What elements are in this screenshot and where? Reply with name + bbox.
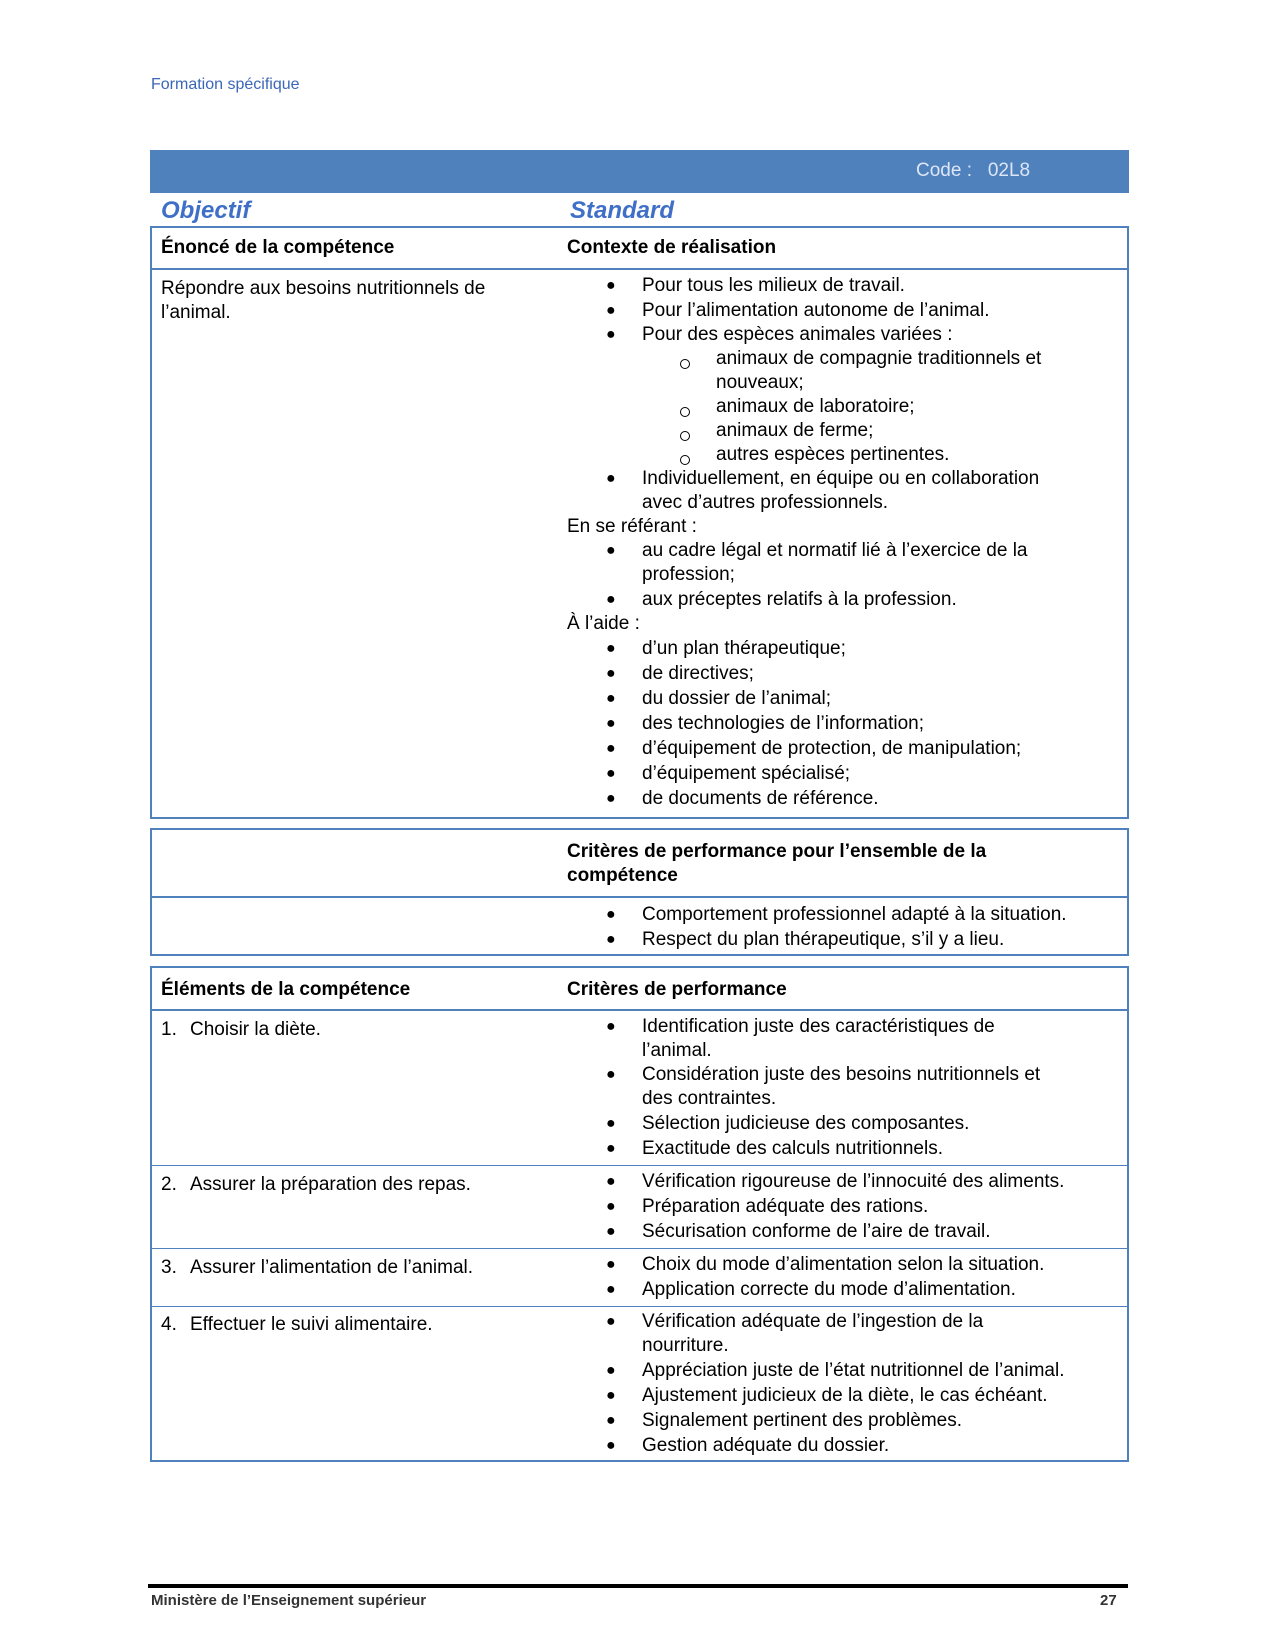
context-item: de directives;	[642, 663, 754, 684]
context-item: de documents de référence.	[642, 788, 879, 809]
element-number: 3.	[161, 1257, 177, 1278]
performance-criterion: Appréciation juste de l’état nutritionnel de l’animal.	[642, 1360, 1065, 1381]
bullet-icon: ●	[606, 1018, 616, 1035]
bullet-icon: ●	[606, 302, 616, 319]
performance-criterion: des contraintes.	[642, 1088, 777, 1109]
context-item: Pour des espèces animales variées :	[642, 324, 953, 345]
performance-criterion: Exactitude des calculs nutritionnels.	[642, 1138, 943, 1159]
element-label: Assurer l’alimentation de l’animal.	[190, 1257, 474, 1278]
reference-intro: En se référant :	[567, 516, 697, 537]
table-divider	[150, 896, 1129, 898]
element-label: Choisir la diète.	[190, 1019, 321, 1040]
bullet-icon: ●	[606, 1256, 616, 1273]
context-item: des technologies de l’information;	[642, 713, 925, 734]
context-item: Pour tous les milieux de travail.	[642, 275, 905, 296]
bullet-icon: ●	[606, 790, 616, 807]
code-bar	[150, 150, 1129, 193]
competence-statement: Répondre aux besoins nutritionnels de	[161, 278, 486, 299]
sub-bullet-icon	[680, 359, 690, 369]
performance-criterion: Sélection judicieuse des composantes.	[642, 1113, 970, 1134]
context-subitem: autres espèces pertinentes.	[716, 444, 950, 465]
bullet-icon: ●	[606, 470, 616, 487]
sub-bullet-icon	[680, 455, 690, 465]
bullet-icon: ●	[606, 740, 616, 757]
criteria-heading: Critères de performance	[567, 979, 787, 1000]
element-number: 1.	[161, 1019, 177, 1040]
context-item: Pour l’alimentation autonome de l’animal.	[642, 300, 990, 321]
context-item: avec d’autres professionnels.	[642, 492, 889, 513]
performance-criterion: Vérification rigoureuse de l’innocuité des aliments.	[642, 1171, 1065, 1192]
objective-title: Objectif	[161, 197, 251, 224]
bullet-icon: ●	[606, 765, 616, 782]
overall-criterion: Comportement professionnel adapté à la situation.	[642, 904, 1067, 925]
performance-criterion: Ajustement judicieux de la diète, le cas échéant.	[642, 1385, 1048, 1406]
context-item: d’un plan thérapeutique;	[642, 638, 846, 659]
table-divider	[150, 268, 1129, 270]
element-label: Assurer la préparation des repas.	[190, 1174, 471, 1195]
sub-bullet-icon	[680, 407, 690, 417]
table-divider	[150, 1009, 1129, 1011]
bullet-icon: ●	[606, 1362, 616, 1379]
elements-heading: Éléments de la compétence	[161, 979, 411, 1000]
row-divider	[150, 1165, 1129, 1166]
element-number: 2.	[161, 1174, 177, 1195]
element-number: 4.	[161, 1314, 177, 1335]
bullet-icon: ●	[606, 1066, 616, 1083]
context-item: aux préceptes relatifs à la profession.	[642, 589, 957, 610]
context-subitem: nouveaux;	[716, 372, 804, 393]
performance-criterion: Préparation adéquate des rations.	[642, 1196, 929, 1217]
performance-criterion: Application correcte du mode d’alimentation.	[642, 1279, 1016, 1300]
bullet-icon: ●	[606, 591, 616, 608]
bullet-icon: ●	[606, 1173, 616, 1190]
sub-bullet-icon	[680, 431, 690, 441]
bullet-icon: ●	[606, 1437, 616, 1454]
performance-criterion: Gestion adéquate du dossier.	[642, 1435, 890, 1456]
competency-code: Code : 02L8	[916, 160, 1031, 181]
bullet-icon: ●	[606, 1140, 616, 1157]
row-divider	[150, 1306, 1129, 1307]
page-number: 27	[1100, 1592, 1117, 1609]
bullet-icon: ●	[606, 326, 616, 343]
overall-criteria-heading: Critères de performance pour l’ensemble de la	[567, 841, 987, 862]
bullet-icon: ●	[606, 931, 616, 948]
context-item: Individuellement, en équipe ou en collaboration	[642, 468, 1040, 489]
bullet-icon: ●	[606, 665, 616, 682]
bullet-icon: ●	[606, 640, 616, 657]
performance-criterion: nourriture.	[642, 1335, 729, 1356]
bullet-icon: ●	[606, 906, 616, 923]
context-item: profession;	[642, 564, 735, 585]
bullet-icon: ●	[606, 1412, 616, 1429]
standard-title: Standard	[570, 197, 675, 224]
performance-criterion: Identification juste des caractéristiques de	[642, 1016, 995, 1037]
bullet-icon: ●	[606, 690, 616, 707]
bullet-icon: ●	[606, 1387, 616, 1404]
row-divider	[150, 1248, 1129, 1249]
context-subitem: animaux de ferme;	[716, 420, 874, 441]
bullet-icon: ●	[606, 715, 616, 732]
bullet-icon: ●	[606, 1313, 616, 1330]
bullet-icon: ●	[606, 277, 616, 294]
context-subitem: animaux de laboratoire;	[716, 396, 915, 417]
element-label: Effectuer le suivi alimentaire.	[190, 1314, 433, 1335]
overall-criterion: Respect du plan thérapeutique, s’il y a lieu.	[642, 929, 1005, 950]
context-item: d’équipement de protection, de manipulation;	[642, 738, 1022, 759]
bullet-icon: ●	[606, 1223, 616, 1240]
overall-criteria-heading: compétence	[567, 865, 678, 886]
context-item: d’équipement spécialisé;	[642, 763, 851, 784]
performance-criterion: Vérification adéquate de l’ingestion de la	[642, 1311, 984, 1332]
statement-heading: Énoncé de la compétence	[161, 237, 395, 258]
performance-criterion: Signalement pertinent des problèmes.	[642, 1410, 963, 1431]
performance-criterion: l’animal.	[642, 1040, 712, 1061]
bullet-icon: ●	[606, 1281, 616, 1298]
context-item: au cadre légal et normatif lié à l’exercice de la	[642, 540, 1028, 561]
competence-statement: l’animal.	[161, 302, 231, 323]
footer-ministry: Ministère de l’Enseignement supérieur	[151, 1592, 427, 1609]
bullet-icon: ●	[606, 542, 616, 559]
context-subitem: animaux de compagnie traditionnels et	[716, 348, 1042, 369]
context-item: du dossier de l’animal;	[642, 688, 832, 709]
footer-rule	[148, 1584, 1128, 1588]
context-heading: Contexte de réalisation	[567, 237, 777, 258]
performance-criterion: Choix du mode d’alimentation selon la situation.	[642, 1254, 1045, 1275]
aid-intro: À l’aide :	[567, 613, 640, 634]
bullet-icon: ●	[606, 1198, 616, 1215]
performance-criterion: Considération juste des besoins nutritionnels et	[642, 1064, 1041, 1085]
section-label: Formation spécifique	[151, 76, 300, 93]
bullet-icon: ●	[606, 1115, 616, 1132]
performance-criterion: Sécurisation conforme de l’aire de travail.	[642, 1221, 991, 1242]
